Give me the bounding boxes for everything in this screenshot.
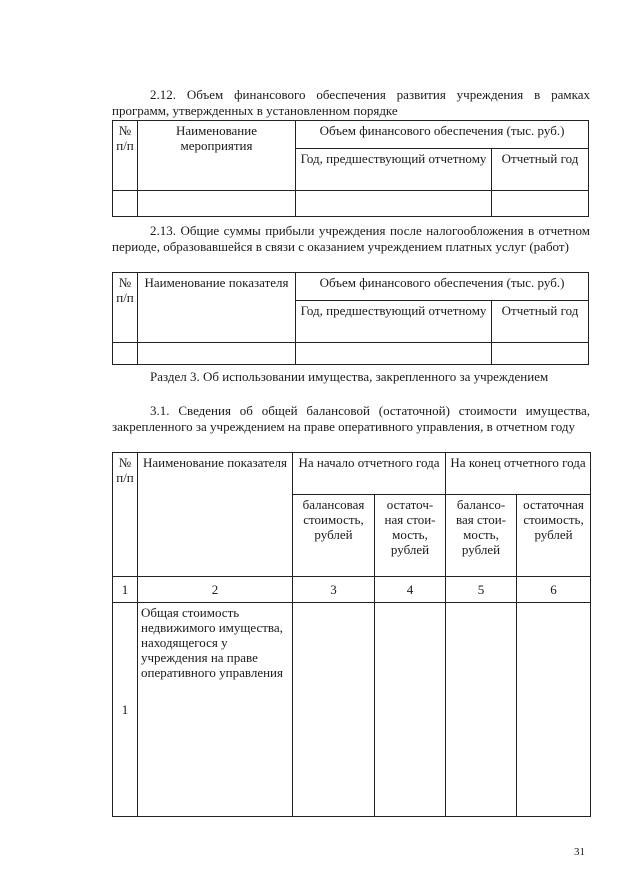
table-3-1-sub-start-residual: остаточ- ная стои- мость, рублей [375,495,446,577]
section-2-13-heading: 2.13. Общие суммы прибыли учреждения после налогообложения в отчетном периоде, образовавшейся в связи с оказанием учреждением платных услуг (работ) [112,223,590,254]
table-3-1-sub-end-balance: балансо- вая стои- мость, рублей [446,495,517,577]
section-3-heading: Раздел 3. Об использовании имущества, закрепленного за учреждением [150,369,549,384]
table-3-1-col-number: 5 [446,577,517,603]
table-3-1-col-end: На конец отчетного года [446,453,591,495]
table-3-1 [112,452,591,817]
table-3-1-row-1-name: Общая стоимость недвижимого имущества, находящегося у учреждения на праве оперативного управления [138,603,293,817]
table-3-1-col-number: 1 [113,577,138,603]
table-2-12-empty-cell [138,191,296,217]
table-3-1-sub-start-balance: балансовая стоимость, рублей [293,495,375,577]
table-2-12-empty-cell [492,191,589,217]
table-2-13-col-volume: Объем финансового обеспечения (тыс. руб.) [296,273,589,301]
table-2-13-col-report-year: Отчетный год [492,301,589,343]
table-3-1-sub-end-residual: остаточная стоимость, рублей [517,495,591,577]
table-2-12-empty-cell [113,191,138,217]
table-2-12-col-volume: Объем финансового обеспечения (тыс. руб.) [296,121,589,149]
table-3-1-empty-cell [375,603,446,817]
table-2-13 [112,272,589,365]
table-2-13-col-prev-year: Год, предшествующий отчетному [296,301,492,343]
table-3-1-col-number: 3 [293,577,375,603]
table-3-1-col-num: № п/п [113,453,138,577]
table-2-12-col-num: № п/п [113,121,138,191]
table-2-12-col-prev-year: Год, предшествующий отчетному [296,149,492,191]
table-2-13-col-name: Наименование показателя [138,273,296,343]
section-3-1-heading: 3.1. Сведения об общей балансовой (остаточной) стоимости имущества, закрепленного за учреждением на праве оперативного управления, в отчетном году [112,403,590,434]
table-3-1-col-number: 6 [517,577,591,603]
table-3-1-empty-cell [293,603,375,817]
table-2-12-col-report-year: Отчетный год [492,149,589,191]
table-2-12 [112,120,589,217]
table-3-1-empty-cell [446,603,517,817]
table-2-13-empty-cell [138,343,296,365]
table-2-12-col-name: Наименование мероприятия [138,121,296,191]
table-3-1-col-name: Наименование показателя [138,453,293,577]
table-2-13-empty-cell [492,343,589,365]
table-3-1-col-number: 4 [375,577,446,603]
section-2-12-heading: 2.12. Объем финансового обеспечения развития учреждения в рамках программ, утвержденных в установленном порядке [112,87,590,118]
table-2-13-col-num: № п/п [113,273,138,343]
table-2-13-empty-cell [113,343,138,365]
table-2-12-empty-cell [296,191,492,217]
table-3-1-empty-cell [517,603,591,817]
table-2-13-empty-cell [296,343,492,365]
table-3-1-col-number: 2 [138,577,293,603]
table-3-1-row-1-num: 1 [113,603,138,817]
page-number: 31 [574,846,585,858]
table-3-1-col-start: На начало отчетного года [293,453,446,495]
